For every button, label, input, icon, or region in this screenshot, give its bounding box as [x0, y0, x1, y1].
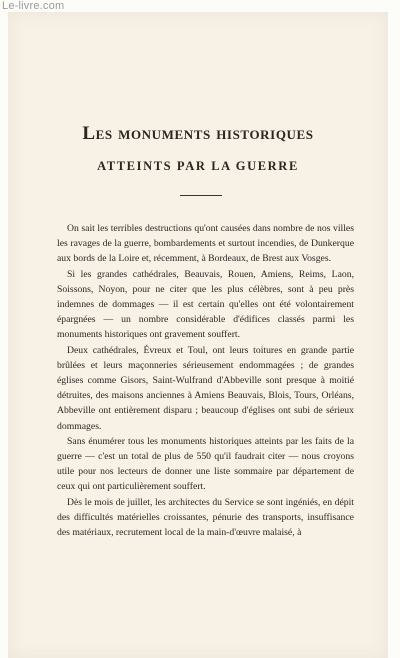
article-body — [57, 221, 354, 540]
paragraph: Dès le mois de juillet, les architectes du Service se sont ingéniés, en dépit des difficultés matérielles croissantes, pénurie des transports, insuffisance des matériaux, recrutement local de la main-d'œuvre malaisé, à — [57, 496, 354, 539]
paragraph: Sans énumérer tous les monuments historiques atteints par les faits de la guerre — c'est un total de plus de 550 qu'il faudrait citer — nous croyons utile pour nos lecteurs de donner une liste sommaire par département de ceux qui ont particulièrement souffert. — [57, 435, 354, 493]
scanned-page — [8, 12, 388, 658]
paragraph: On sait les terribles destructions qu'ont causées dans nombre de nos villes les ravages de la guerre, bombardements et surtout incendies, de Dunkerque aux bords de la Loire et, récemment, à Bordeaux, de Brest aux Vosges. — [57, 223, 354, 265]
article-title: Les monuments historiques — [82, 123, 314, 144]
article-subtitle: ATTEINTS PAR LA GUERRE — [97, 159, 299, 173]
paragraph: Si les grandes cathédrales, Beauvais, Rouen, Amiens, Reims, Laon, Soissons, Noyon, pour ne citer que les plus célèbres, sont à peu près indemnes de dommages — il est certain qu'elles ont été volontairement épargnées — un nombre considérable d'édifices classés parmi les monuments historiques ont gravement souffert. — [57, 268, 354, 341]
paragraph: Deux cathédrales, Évreux et Toul, ont leurs toitures en grande partie brûlées et leurs maçonneries sérieusement endommagées ; de grandes églises comme Gisors, Saint-Wulfrand d'Abbeville sont presque à moitié détruites, des maisons anciennes à Amiens Beauvais, Blois, Tours, Orléans, Abbeville ont entièrement disparu ; beaucoup d'églises ont subi de sérieux dommages. — [57, 344, 354, 432]
title-divider — [180, 195, 222, 196]
site-watermark: Le-livre.com — [2, 0, 65, 12]
